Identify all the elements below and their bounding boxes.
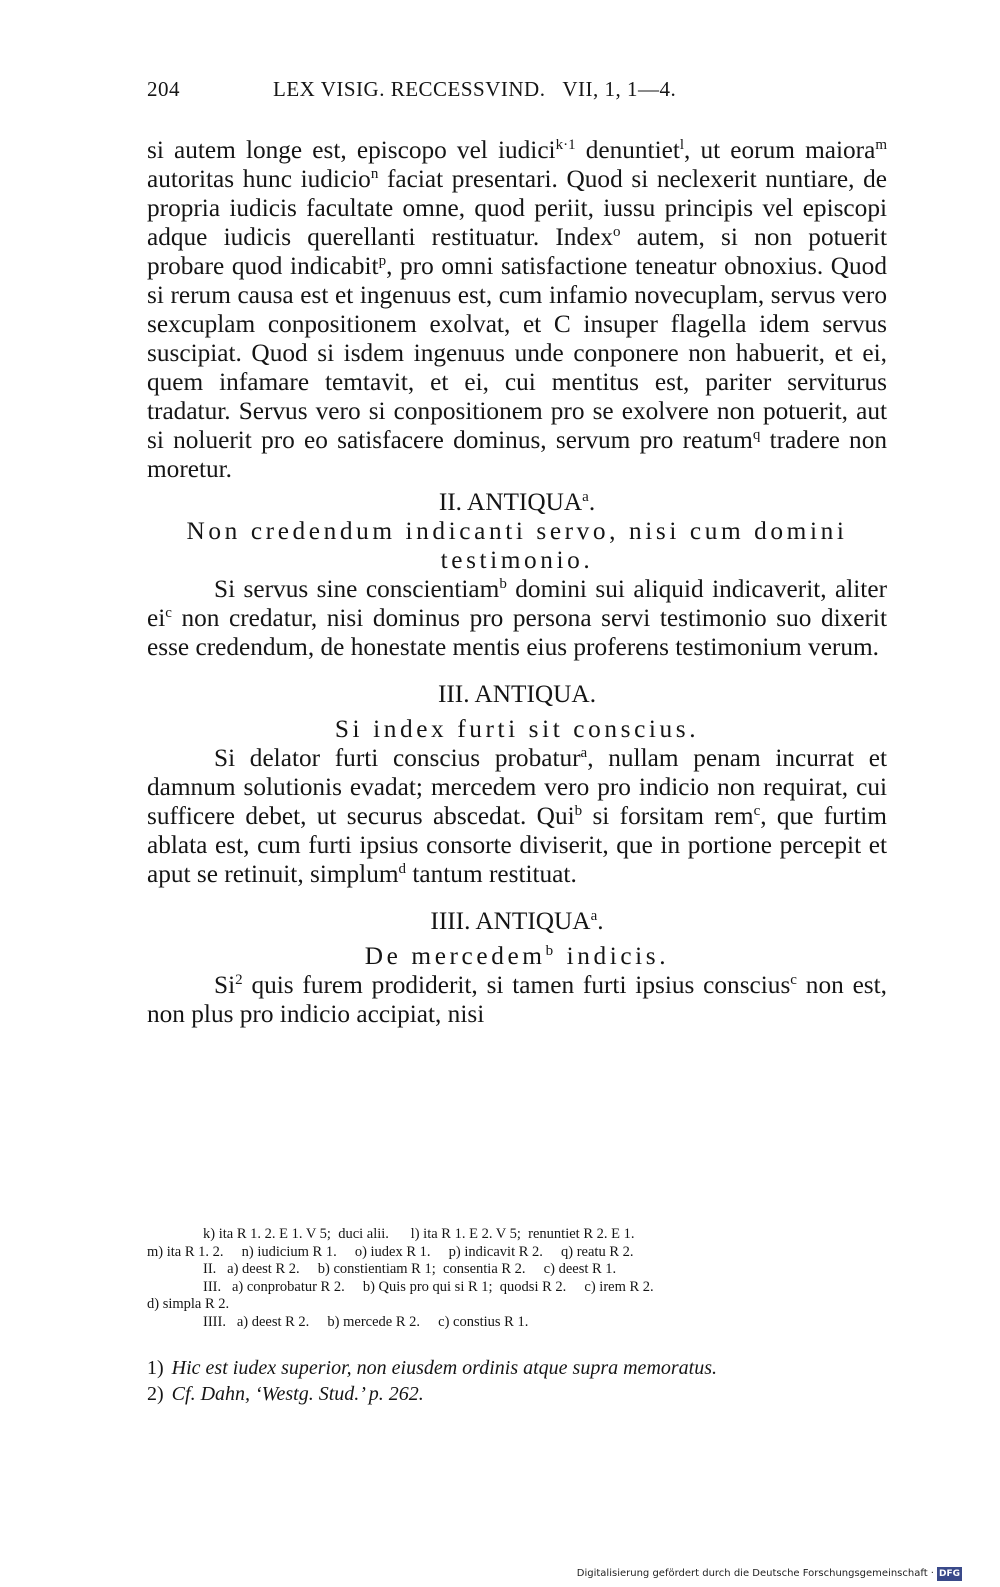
rubric-iii: Si index furti sit conscius. xyxy=(334,715,700,743)
chapter-heading-ii: II. ANTIQUA$^a$. xyxy=(438,488,596,516)
apparatus-line: m) ita R 1. 2. n) iudicium R 1. o) iudex R 1. p) indicavit R 2. q) reatu R 2. xyxy=(147,1243,634,1260)
rubric-iiii: De mercedem$^b$ indicis. xyxy=(364,942,670,970)
apparatus-line: II. a) deest R 2. b) constientiam R 1; consentia R 2. c) deest R 1. xyxy=(203,1261,617,1278)
paragraph-iii: Si delator furti conscius probatur$^a$, nullam penam incurrat et damnum solutionis evadat; mercedem vero pro indicio non requirat, cui sufficere debet, ut securus abscedat. Qui$^b$ si forsitam rem$^c$, que furtim ablata est, cum furti ipsius consorte diviserit, que in portione percepit et aput se retinuit, simplum$^d$ tantum restituat. xyxy=(147,744,887,888)
dfg-logo-icon: DFG xyxy=(938,1569,960,1579)
apparatus-line: IIII. a) deest R 2. b) mercede R 2. c) constius R 1. xyxy=(203,1313,529,1330)
critical-apparatus xyxy=(147,1226,887,1332)
footnote-text: Hic est iudex superior, non eiusdem ordinis atque supra memoratus. xyxy=(171,1357,718,1379)
footnote-2 xyxy=(147,1381,887,1407)
chapter-heading-iii: III. ANTIQUA. xyxy=(437,680,597,708)
apparatus-line: d) simpla R 2. xyxy=(147,1296,230,1313)
apparatus-line: k) ita R 1. 2. E 1. V 5; duci alii. l) ita R 1. E 2. V 5; renuntiet R 2. E 1. xyxy=(203,1226,635,1242)
footnote-mark: 1) xyxy=(147,1357,164,1379)
footnote-1 xyxy=(147,1355,887,1381)
running-title: LEX VISIG. RECCESSVIND. VII, 1, 1—4. xyxy=(273,77,677,101)
rubric-ii: Non credendum indicanti servo, nisi cum domini testimonio. xyxy=(186,517,848,574)
footnote-text: Cf. Dahn, ‘Westg. Stud.’ p. 262. xyxy=(171,1383,424,1405)
paragraph-ii: Si servus sine conscientiam$^b$ domini sui aliquid indicaverit, aliter $ei^c$ non credatur, nisi dominus pro persona servi testimonio suo dixerit esse credendum, de honestate mentis eius proferens testimonium verum. xyxy=(147,575,887,661)
apparatus-line: III. a) conprobatur R 2. b) Quis pro qui si R 1; quodsi R 2. c) irem R 2. xyxy=(203,1278,654,1295)
page-number: 204 xyxy=(147,77,180,101)
running-header xyxy=(147,72,887,106)
paragraph-continuation: si autem longe est, episcopo vel iudici$^{k\cdot 1}$ denuntiet$^l$, ut eorum maiora$^m$ autoritas hunc iudicio$^n$ faciat presentari. Quod si neclexerit nuntiare, de propria iudicis facultate omne, quod periit, iussu principis vel episcopi adque iudicis querellanti restituatur. Index$^o$ autem, si non potuerit probare quod indicabit$^p$, pro omni satisfactione teneatur obnoxius. Quod si rerum causa est et ingenuus est, cum infamio novecuplam, servus vero sexcuplam conpositionem exolvat, et C insuper flagella idem servus suscipiat. Quod si isdem ingenuus unde conponere non habuerit, et ei, quem infamare temtavit, et ei, cui mentitus est, pariter serviturus tradatur. Servus vero si conpositionem pro se exolvere non potuerit, aut si noluerit pro eo satisfacere dominus, servum pro reatum$^q$ tradere non moretur. xyxy=(147,136,887,483)
main-text xyxy=(147,136,887,1029)
digitization-credit xyxy=(577,1567,962,1581)
chapter-heading-iiii: IIII. ANTIQUA$^a$. xyxy=(430,907,604,935)
footnotes xyxy=(147,1355,887,1407)
paragraph-iiii: Si$^2$ quis furem prodiderit, si tamen furti ipsius conscius$^c$ non est, non plus pro indicio accipiat, nisi xyxy=(147,971,887,1028)
footnote-mark: 2) xyxy=(147,1383,164,1405)
credit-text: Digitalisierung gefördert durch die Deutsche Forschungsgemeinschaft · xyxy=(576,1568,934,1579)
